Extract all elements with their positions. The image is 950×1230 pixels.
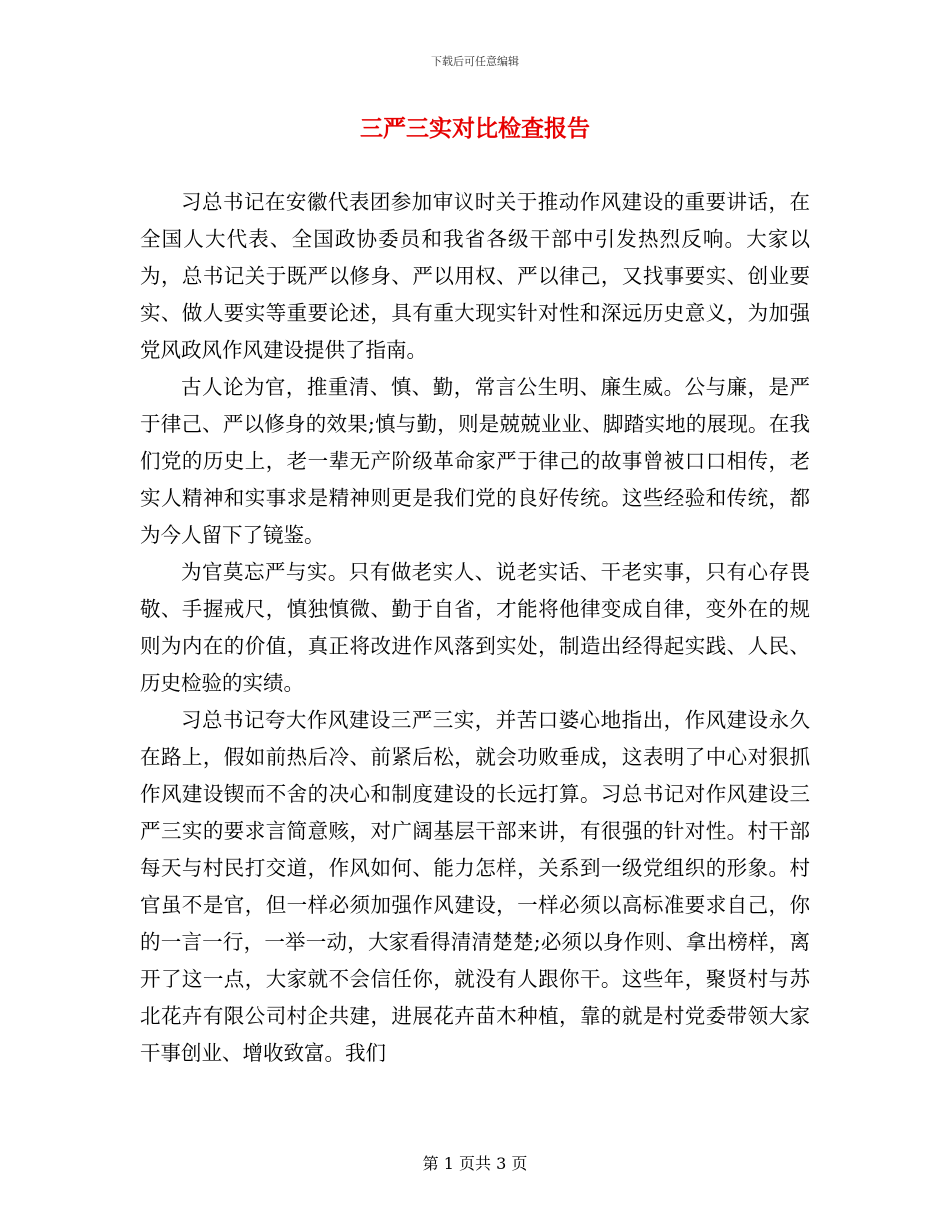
- paragraph-4: 习总书记夸大作风建设三严三实，并苦口婆心地指出，作风建设永久在路上，假如前热后冷、前紧后松，就会功败垂成，这表明了中心对狠抓作风建设锲而不舍的决心和制度建设的长远打算。习总书记对作风建设三严三实的要求言简意赅，对广阔基层干部来讲，有很强的针对性。村干部每天与村民打交道，作风如何、能力怎样，关系到一级党组织的形象。村官虽不是官，但一样必须加强作风建设，一样必须以高标准要求自己，你的一言一行，一举一动，大家看得清清楚楚;必须以身作则、拿出榜样，离开了这一点，大家就不会信任你，就没有人跟你干。这些年，聚贤村与苏北花卉有限公司村企共建，进展花卉苗木种植，靠的就是村党委带领大家干事创业、增收致富。我们: [140, 708, 810, 1065]
- document-title: 三严三实对比检查报告: [360, 115, 590, 142]
- paragraph-1: 习总书记在安徽代表团参加审议时关于推动作风建设的重要讲话，在全国人大代表、全国政协委员和我省各级干部中引发热烈反响。大家以为，总书记关于既严以修身、严以用权、严以律己，又找事要实、创业要实、做人要实等重要论述，具有重大现实针对性和深远历史意义，为加强党风政风作风建设提供了指南。: [140, 190, 810, 362]
- page-number: 第 1 页共 3 页: [422, 1154, 528, 1173]
- document-body: [140, 184, 810, 1072]
- paragraph-3: 为官莫忘严与实。只有做老实人、说老实话、干老实事，只有心存畏敬、手握戒尺，慎独慎微、勤于自省，才能将他律变成自律，变外在的规则为内在的价值，真正将改进作风落到实处，制造出经得起实践、人民、历史检验的实绩。: [140, 560, 810, 695]
- paragraph-2: 古人论为官，推重清、慎、勤，常言公生明、廉生威。公与廉，是严于律己、严以修身的效果;慎与勤，则是兢兢业业、脚踏实地的展现。在我们党的历史上，老一辈无产阶级革命家严于律己的故事曾被口口相传，老实人精神和实事求是精神则更是我们党的良好传统。这些经验和传统，都为今人留下了镜鉴。: [140, 375, 810, 547]
- header-note: 下载后可任意编辑: [431, 55, 519, 68]
